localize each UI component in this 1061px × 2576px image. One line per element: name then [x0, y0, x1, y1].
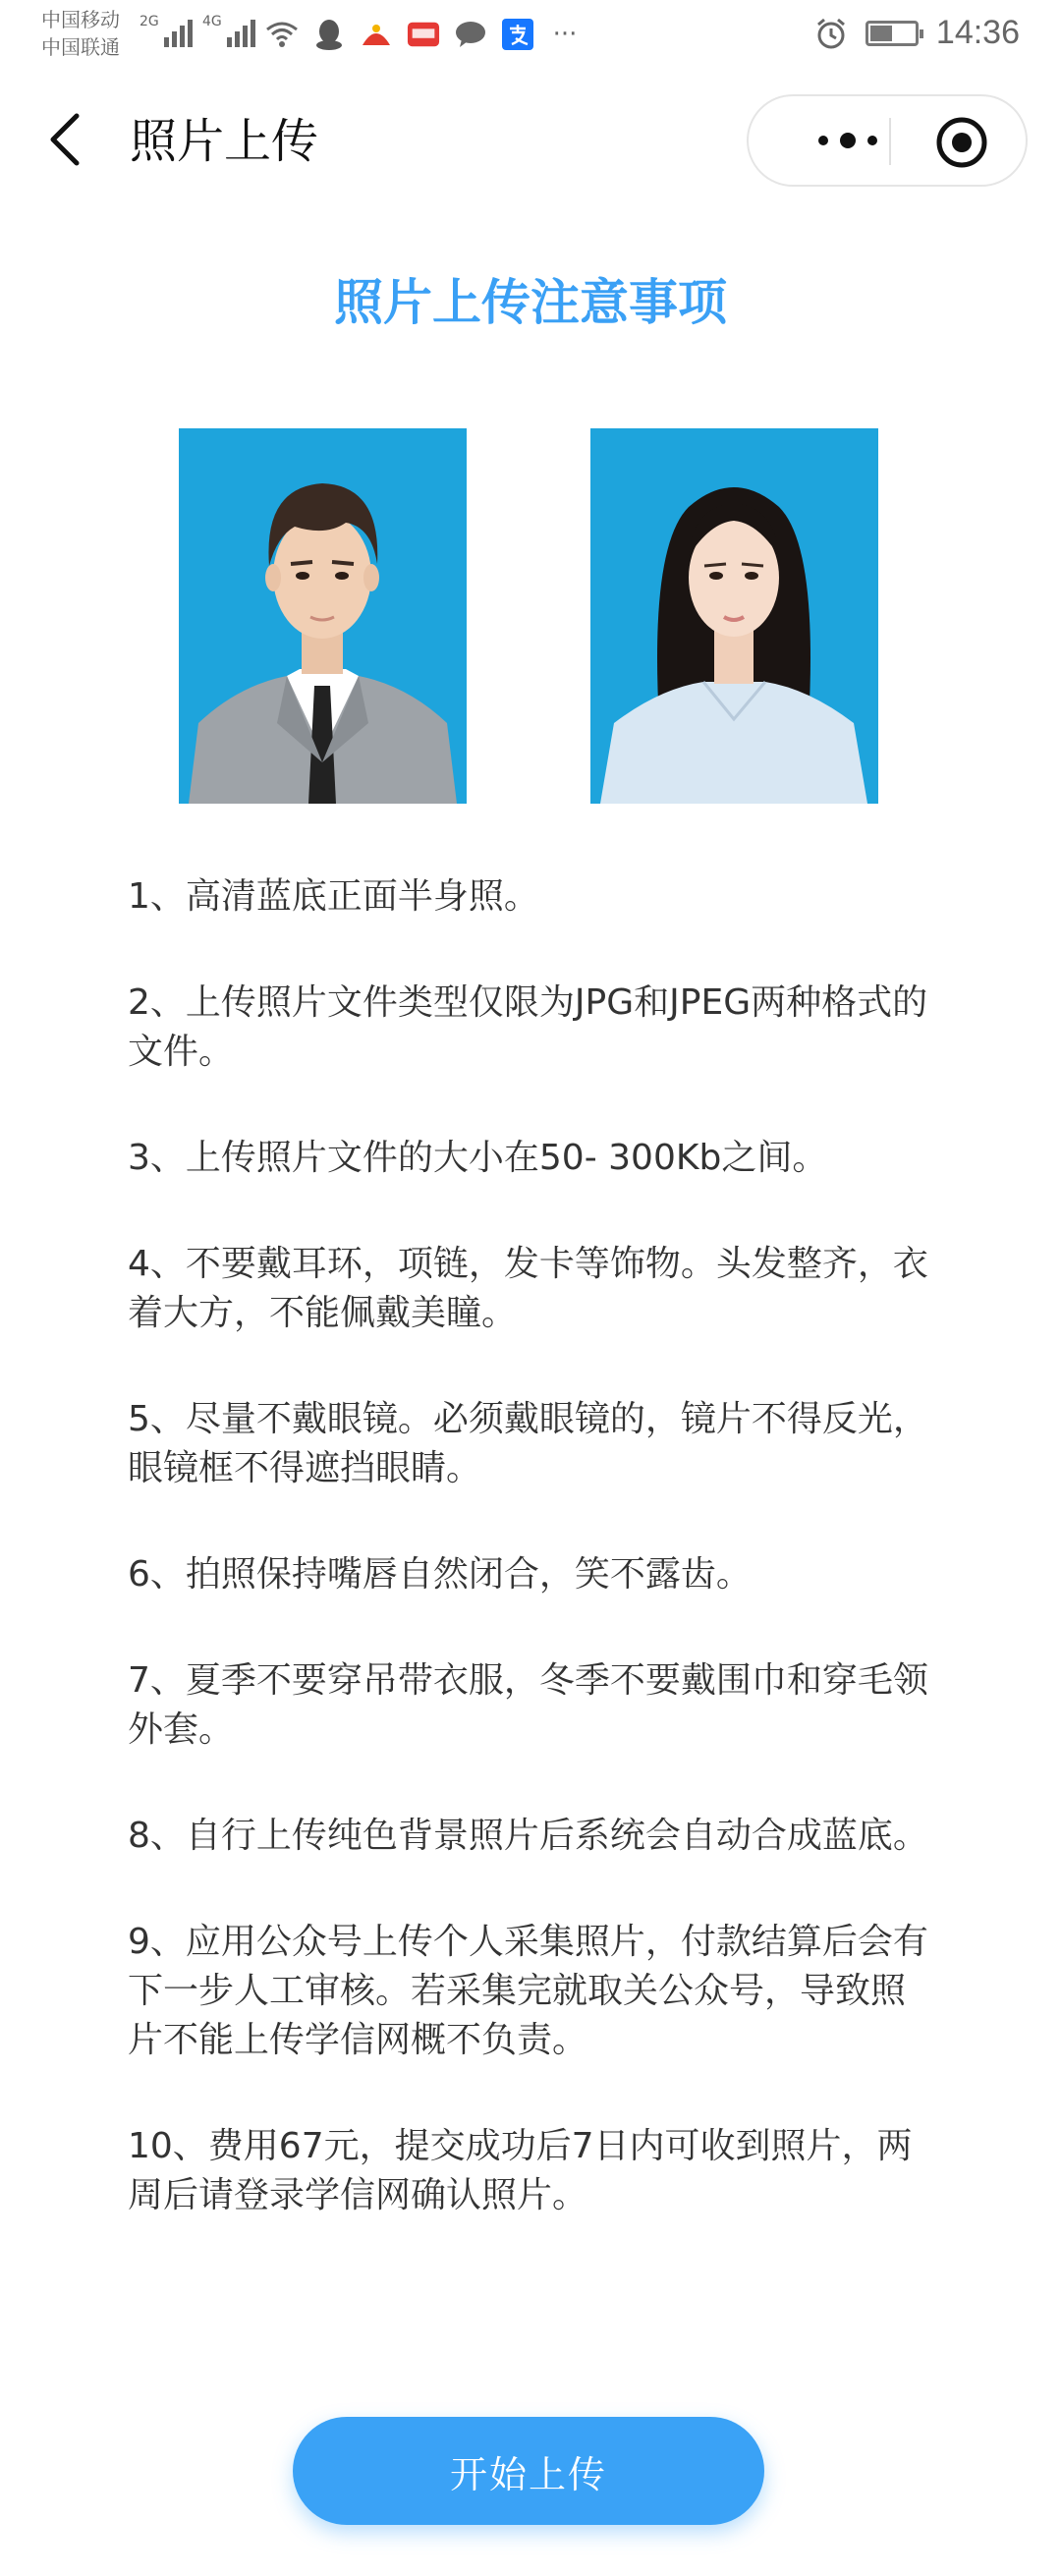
list-item: 7、夏季不要穿吊带衣服，冬季不要戴围巾和穿毛领外套。 — [128, 1660, 928, 1750]
alipay-icon — [501, 18, 534, 51]
notice-list — [128, 872, 933, 2277]
nav-bar — [0, 79, 1061, 206]
sample-photo-male — [179, 428, 467, 804]
status-time: 14:36 — [935, 14, 1020, 51]
carrier-labels — [41, 6, 120, 61]
capsule-divider — [889, 118, 891, 165]
list-item: 10、费用67元，提交成功后7日内可收到照片，两周后请登录学信网确认照片。 — [128, 2126, 913, 2215]
list-item: 8、自行上传纯色背景照片后系统会自动合成蓝底。 — [128, 1816, 928, 1856]
alarm-icon — [814, 17, 848, 50]
carrier-1: 中国移动 — [41, 8, 120, 31]
network-type-1: 2G — [140, 14, 159, 29]
store-icon — [407, 18, 440, 51]
list-item: 1、高清蓝底正面半身照。 — [128, 876, 539, 917]
sample-photo-female — [590, 428, 878, 804]
page-title: 照片上传 — [130, 114, 319, 169]
list-item: 4、不要戴耳环，项链，发卡等饰物。头发整齐，衣着大方，不能佩戴美瞳。 — [128, 1244, 928, 1333]
signal-icon — [140, 14, 193, 47]
battery-icon — [866, 21, 919, 46]
list-item: 9、应用公众号上传个人采集照片，付款结算后会有下一步人工审核。若采集完就取关公众号，导致照片不能上传学信网概不负责。 — [128, 1922, 928, 2060]
back-icon[interactable] — [41, 108, 90, 171]
more-status-icon: ··· — [552, 20, 578, 49]
status-bar — [0, 0, 1061, 71]
qq-icon — [312, 18, 346, 51]
list-item: 6、拍照保持嘴唇自然闭合，笑不露齿。 — [128, 1554, 752, 1595]
list-item: 5、尽量不戴眼镜。必须戴眼镜的，镜片不得反光，眼镜框不得遮挡眼睛。 — [128, 1399, 928, 1488]
wifi-icon — [265, 18, 299, 51]
list-item: 2、上传照片文件类型仅限为JPG和JPEG两种格式的文件。 — [128, 982, 928, 1072]
carrier-2: 中国联通 — [41, 35, 120, 59]
signal-icon — [202, 14, 255, 47]
app-icon — [360, 18, 393, 51]
network-type-2: 4G — [202, 14, 222, 29]
capsule-menu — [747, 94, 1028, 187]
chat-icon — [454, 18, 487, 51]
target-icon[interactable] — [935, 116, 988, 169]
start-upload-button[interactable]: 开始上传 — [293, 2417, 764, 2525]
more-icon[interactable] — [784, 96, 912, 185]
notice-heading: 照片上传注意事项 — [334, 274, 727, 331]
list-item: 3、上传照片文件的大小在50- 300Kb之间。 — [128, 1138, 828, 1178]
